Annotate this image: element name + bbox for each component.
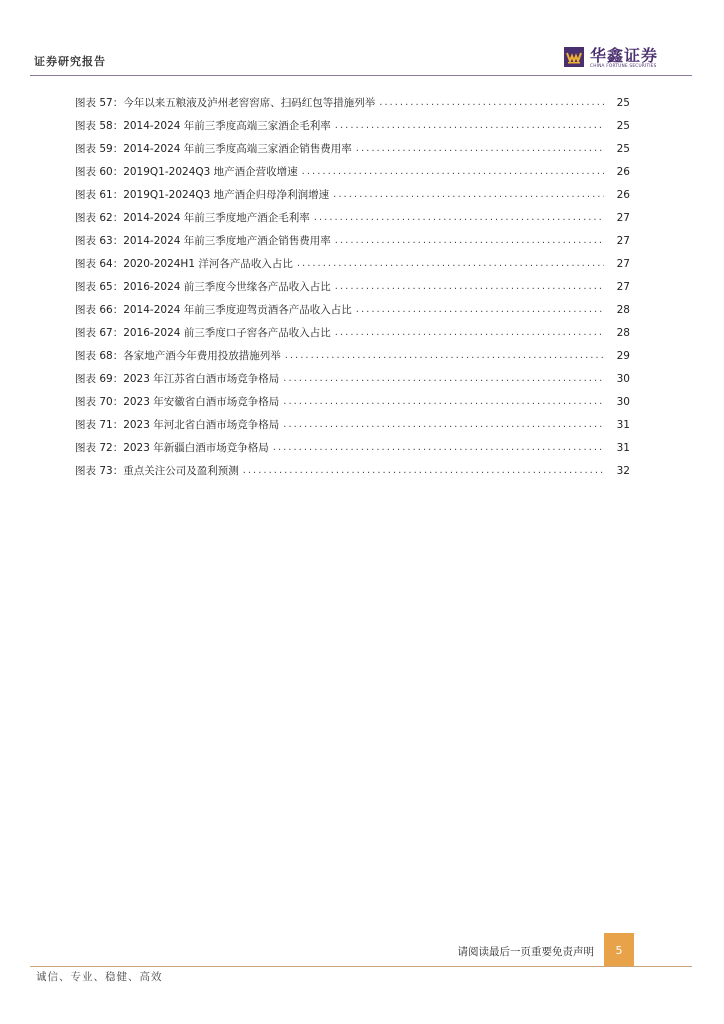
toc-entry[interactable] [75,436,630,459]
toc-dot-leader [283,418,604,432]
toc-entry[interactable] [75,344,630,367]
report-type-label: 证券研究报告 [34,55,106,68]
toc-entry[interactable] [75,137,630,160]
toc-dot-leader [302,165,604,179]
toc-entry-page[interactable]: 25 [616,142,630,155]
toc-entry-label[interactable]: 图表 68：各家地产酒今年费用投放措施列举 [75,350,281,362]
toc-entry-page[interactable]: 27 [616,257,630,270]
toc-entry[interactable] [75,321,630,344]
toc-entry[interactable] [75,413,630,436]
toc-entry-label[interactable]: 图表 63：2014-2024 年前三季度地产酒企销售费用率 [75,235,331,247]
toc-entry[interactable] [75,275,630,298]
toc-entry-label[interactable]: 图表 69：2023 年江苏省白酒市场竞争格局 [75,373,280,385]
page-number-badge: 5 [604,933,634,967]
toc-dot-leader [335,326,604,340]
toc-entry-label[interactable]: 图表 64：2020-2024H1 洋河各产品收入占比 [75,258,293,270]
toc-entry-label[interactable]: 图表 70：2023 年安徽省白酒市场竞争格局 [75,396,280,408]
toc-dot-leader [283,372,604,386]
toc-dot-leader [283,395,604,409]
toc-entry-label[interactable]: 图表 67：2016-2024 前三季度口子窖各产品收入占比 [75,327,331,339]
toc-dot-leader [297,257,604,271]
logo-subtext: CHINA FORTUNE SECURITIES [590,64,657,69]
company-logo [564,44,692,72]
toc-entry[interactable] [75,160,630,183]
toc-entry-label[interactable]: 图表 62：2014-2024 年前三季度地产酒企毛利率 [75,212,310,224]
toc-entry-page[interactable]: 25 [616,96,630,109]
header-divider [30,75,692,76]
toc-dot-leader [356,303,604,317]
toc-dot-leader [356,142,604,156]
toc-entry[interactable] [75,91,630,114]
toc-entry-label[interactable]: 图表 58：2014-2024 年前三季度高端三家酒企毛利率 [75,120,331,132]
toc-dot-leader [285,349,604,363]
toc-entry[interactable] [75,459,630,482]
toc-entry-page[interactable]: 27 [616,280,630,293]
toc-entry-label[interactable]: 图表 61：2019Q1-2024Q3 地产酒企归母净利润增速 [75,189,330,201]
toc-entry-page[interactable]: 27 [616,211,630,224]
toc-entry-label[interactable]: 图表 65：2016-2024 前三季度今世缘各产品收入占比 [75,281,331,293]
toc-dot-leader [243,464,604,478]
toc-dot-leader [273,441,604,455]
toc-entry-page[interactable]: 28 [616,326,630,339]
toc-entry-page[interactable]: 31 [616,418,630,431]
page-header [30,40,692,76]
toc-entry-page[interactable]: 26 [616,188,630,201]
toc-entry-page[interactable]: 30 [616,395,630,408]
toc-dot-leader [379,96,604,110]
toc-entry[interactable] [75,206,630,229]
toc-entry-label[interactable]: 图表 66：2014-2024 年前三季度迎驾贡酒各产品收入占比 [75,304,352,316]
toc-entry[interactable] [75,367,630,390]
toc-entry-page[interactable]: 25 [616,119,630,132]
footer-divider [30,966,692,967]
toc-entry-label[interactable]: 图表 71：2023 年河北省白酒市场竞争格局 [75,419,280,431]
company-motto: 诚信、专业、稳健、高效 [36,971,163,983]
toc-entry-page[interactable]: 27 [616,234,630,247]
toc-entry[interactable] [75,390,630,413]
toc-entry[interactable] [75,252,630,275]
figure-list [75,91,630,482]
toc-entry[interactable] [75,298,630,321]
toc-entry-page[interactable]: 31 [616,441,630,454]
logo-text: 华鑫证券 [590,46,659,65]
toc-entry[interactable] [75,229,630,252]
toc-entry[interactable] [75,114,630,137]
toc-entry-label[interactable]: 图表 72：2023 年新疆白酒市场竞争格局 [75,442,269,454]
toc-dot-leader [335,280,604,294]
disclaimer-link[interactable]: 请阅读最后一页重要免责声明 [457,946,594,958]
toc-entry-page[interactable]: 26 [616,165,630,178]
toc-entry-page[interactable]: 29 [616,349,630,362]
toc-dot-leader [335,234,604,248]
toc-dot-leader [335,119,604,133]
toc-entry-label[interactable]: 图表 57：今年以来五粮液及泸州老窖窖席、扫码红包等措施列举 [75,97,376,109]
logo-icon [564,47,584,67]
toc-entry-label[interactable]: 图表 59：2014-2024 年前三季度高端三家酒企销售费用率 [75,143,352,155]
toc-entry-label[interactable]: 图表 60：2019Q1-2024Q3 地产酒企营收增速 [75,166,298,178]
toc-dot-leader [314,211,604,225]
toc-entry-label[interactable]: 图表 73：重点关注公司及盈利预测 [75,465,239,477]
toc-entry-page[interactable]: 30 [616,372,630,385]
footer-disclaimer [452,939,602,963]
toc-entry-page[interactable]: 32 [616,464,630,477]
toc-entry[interactable] [75,183,630,206]
toc-entry-page[interactable]: 28 [616,303,630,316]
toc-dot-leader [333,188,604,202]
